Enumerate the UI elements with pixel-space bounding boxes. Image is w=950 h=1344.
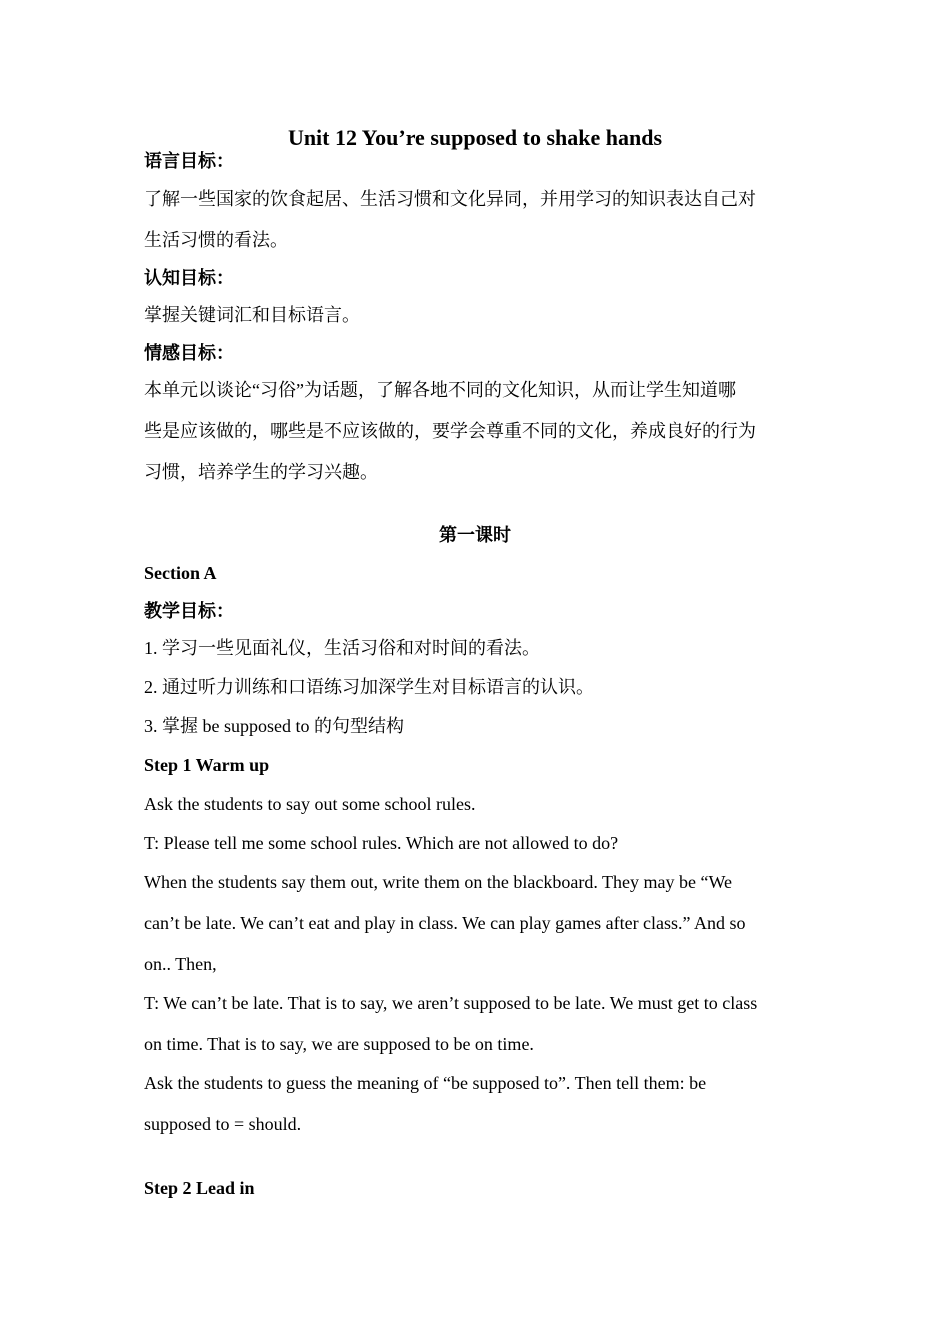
step1-line: T: We can’t be late. That is to say, we aren’t supposed to be late. We must get to class (144, 993, 758, 1013)
emotional-goal-line: 本单元以谈论“习俗”为话题，了解各地不同的文化知识，从而让学生知道哪 (144, 380, 736, 400)
emotional-goal-line: 些是应该做的，哪些是不应该做的，要学会尊重不同的文化，养成良好的行为 (144, 421, 756, 441)
step1-line: Ask the students to guess the meaning of “be supposed to”. Then tell them: be (144, 1073, 707, 1093)
language-goal-line: 生活习惯的看法。 (144, 230, 288, 250)
objective-item: 2. 通过听力训练和口语练习加深学生对目标语言的认识。 (144, 677, 594, 697)
section-heading: Section A (144, 563, 217, 583)
language-goal-heading: 语言目标： (144, 151, 234, 171)
step1-line: T: Please tell me some school rules. Which are not allowed to do? (144, 833, 619, 853)
emotional-goal-heading: 情感目标： (144, 343, 234, 363)
step1-line: on.. Then, (144, 954, 217, 974)
step1-heading: Step 1 Warm up (144, 755, 270, 775)
step1-line: Ask the students to say out some school rules. (144, 794, 476, 814)
document-title: Unit 12 You’re supposed to shake hands (287, 125, 663, 150)
emotional-goal-line: 习惯，培养学生的学习兴趣。 (144, 462, 378, 482)
lesson-heading: 第一课时 (439, 525, 511, 545)
cognitive-goal-heading: 认知目标： (144, 268, 234, 288)
objective-item: 3. 掌握 be supposed to 的句型结构 (144, 716, 404, 736)
step1-line: supposed to = should. (144, 1114, 302, 1134)
step1-line: can’t be late. We can’t eat and play in class. We can play games after class.” And so (144, 913, 746, 933)
step1-line: When the students say them out, write them on the blackboard. They may be “We (144, 872, 733, 892)
step2-heading: Step 2 Lead in (144, 1178, 255, 1198)
cognitive-goal-line: 掌握关键词汇和目标语言。 (144, 305, 360, 325)
objective-item: 1. 学习一些见面礼仪，生活习俗和对时间的看法。 (144, 638, 540, 658)
step1-line: on time. That is to say, we are supposed to be on time. (144, 1034, 534, 1054)
objectives-heading: 教学目标： (144, 601, 234, 621)
language-goal-line: 了解一些国家的饮食起居、生活习惯和文化异同，并用学习的知识表达自己对 (144, 189, 756, 209)
